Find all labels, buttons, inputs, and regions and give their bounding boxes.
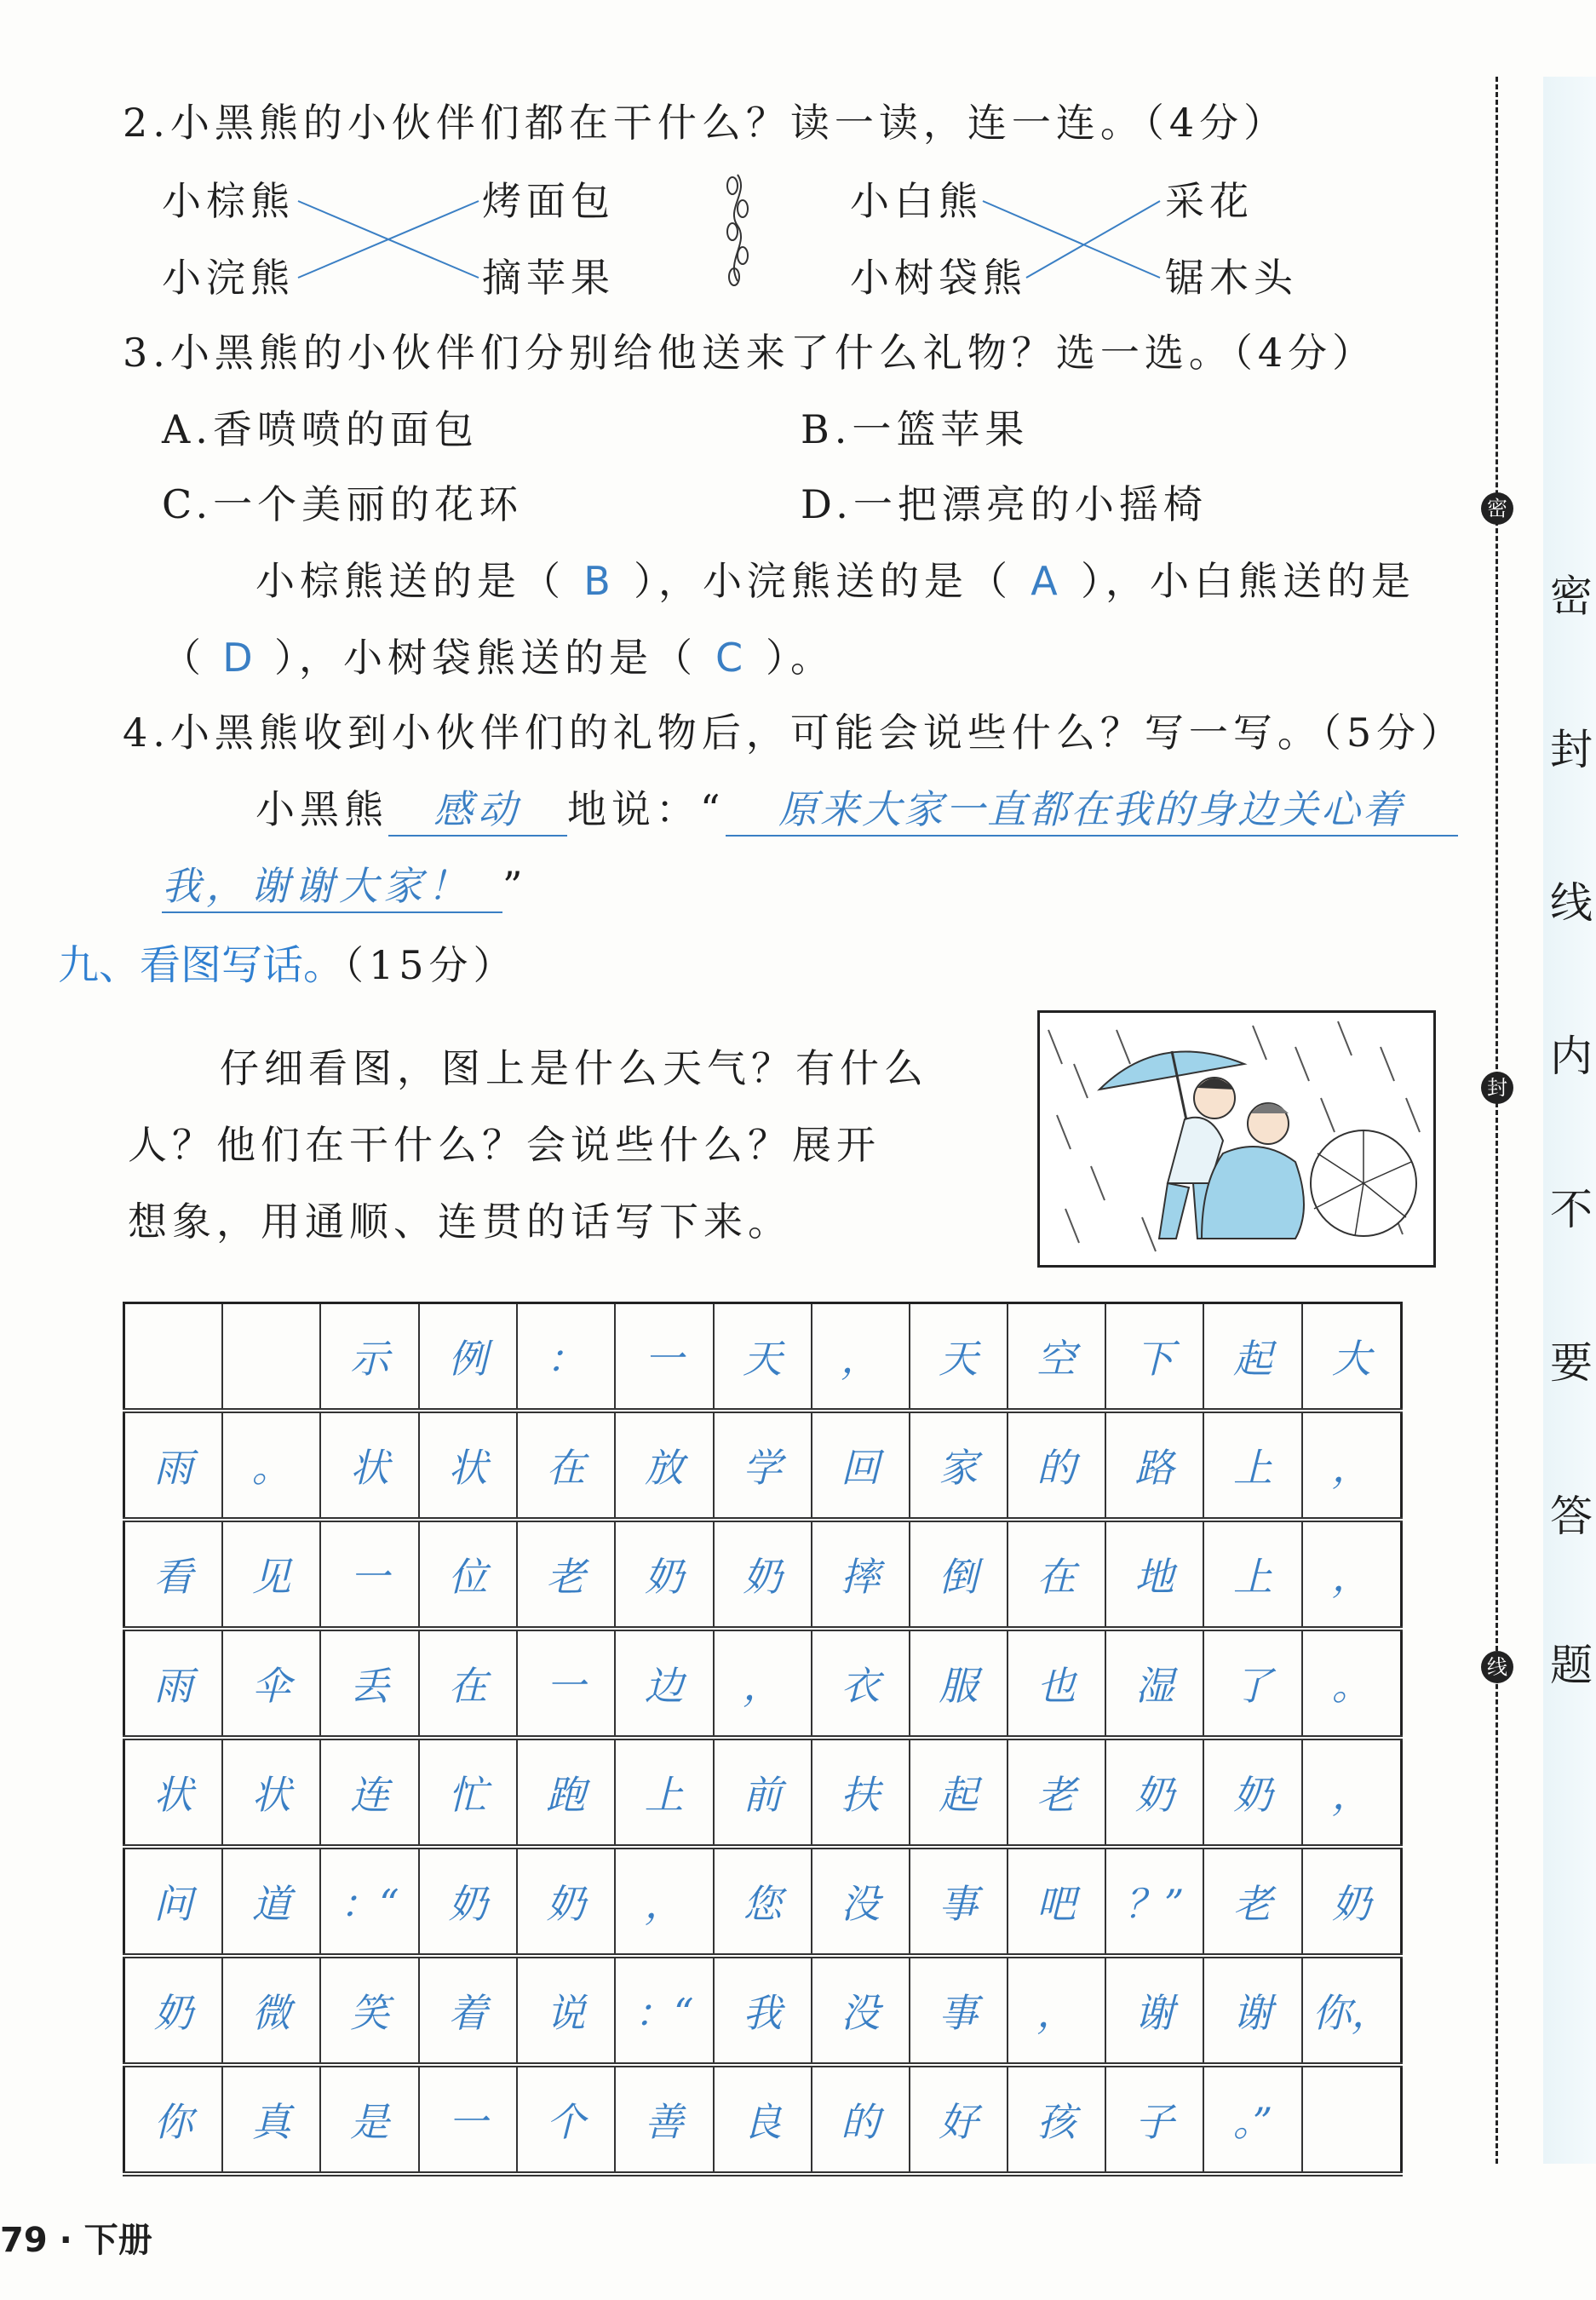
- grid-cell: 天: [910, 1303, 1008, 1412]
- option-a: A.香喷喷的面包: [162, 406, 479, 452]
- match-left-name-1: 小棕熊: [162, 178, 295, 224]
- question-3: 3.小黑熊的小伙伴们分别给他送来了什么礼物？选一选。（4分）: [123, 330, 1377, 376]
- sidebar-char: 不: [1550, 1185, 1593, 1234]
- grid-cell: 的: [812, 2065, 910, 2174]
- grid-row: [124, 1629, 1402, 1738]
- grid-cell: 的: [1008, 1411, 1105, 1520]
- q3-text: 小棕熊送的是（: [255, 558, 565, 604]
- grid-cell: 上: [615, 1738, 714, 1847]
- question-4: 4.小黑熊收到小伙伴们的礼物后，可能会说些什么？写一写。（5分）: [123, 710, 1466, 756]
- q3-text: ），小白熊送的是: [1081, 558, 1415, 604]
- grid-cell: ，: [1302, 1738, 1402, 1847]
- grid-cell: 您: [714, 1847, 812, 1956]
- grid-cell: 在: [517, 1411, 615, 1520]
- grid-cell: 你，: [1302, 1956, 1402, 2065]
- grid-cell: 一: [320, 1520, 419, 1629]
- grid-cell: 老: [1008, 1738, 1105, 1847]
- grid-cell: 。: [1302, 1629, 1402, 1738]
- grid-cell: ，: [714, 1629, 812, 1738]
- grid-cell: 老: [1203, 1847, 1301, 1956]
- answer-1: B: [583, 558, 616, 604]
- match-line: [983, 201, 1160, 278]
- grid-cell: 状: [419, 1411, 517, 1520]
- answer-3: D: [222, 635, 258, 681]
- question-2: 2.小黑熊的小伙伴们都在干什么？读一读，连一连。（4分）: [123, 100, 1289, 146]
- grid-row: [124, 1956, 1402, 2065]
- q3-line-2: [162, 627, 835, 683]
- grid-cell: 伞: [222, 1629, 320, 1738]
- grid-cell: 连: [320, 1738, 419, 1847]
- sidebar-char: 内: [1550, 1032, 1593, 1081]
- grid-cell: ：: [517, 1303, 615, 1412]
- grid-cell: 问: [124, 1847, 223, 1956]
- grid-cell: 放: [615, 1411, 714, 1520]
- seal-mark: 封: [1481, 1072, 1513, 1104]
- q4-text: ”: [502, 863, 528, 909]
- option-b: B.一篮苹果: [801, 406, 1030, 452]
- grid-row: [124, 1520, 1402, 1629]
- grid-cell: 是: [320, 2065, 419, 2174]
- grid-cell: ：“: [615, 1956, 714, 2065]
- grid-cell: 跑: [517, 1738, 615, 1847]
- grid-cell: 善: [615, 2065, 714, 2174]
- grid-cell: 学: [714, 1411, 812, 1520]
- grid-cell: ？”: [1105, 1847, 1204, 1956]
- grid-cell: 奶: [1203, 1738, 1301, 1847]
- grid-cell: ，: [615, 1847, 714, 1956]
- binding-strip: [1543, 77, 1596, 2164]
- grid-cell: 个: [517, 2065, 615, 2174]
- grid-cell: 吧: [1008, 1847, 1105, 1956]
- grid-cell: 奶: [714, 1520, 812, 1629]
- grid-cell: 。: [222, 1411, 320, 1520]
- sidebar-char: 封: [1550, 725, 1593, 774]
- q4-line-1: [255, 779, 1458, 837]
- grid-cell: 子: [1105, 2065, 1204, 2174]
- grid-cell: 笑: [320, 1956, 419, 2065]
- grid-cell: 扶: [812, 1738, 910, 1847]
- answer-blank-1: 感动: [388, 779, 567, 837]
- grid-cell: 起: [1203, 1303, 1301, 1412]
- sidebar-char: 线: [1550, 878, 1593, 928]
- grid-cell: 好: [910, 2065, 1008, 2174]
- sidebar-char: 密: [1550, 572, 1593, 621]
- grid-cell: 在: [1008, 1520, 1105, 1629]
- grid-cell: 空: [1008, 1303, 1105, 1412]
- answer-blank-3: 我，谢谢大家！: [162, 855, 502, 913]
- q4-text: 小黑熊: [255, 786, 388, 832]
- prompt-line-2: 人？他们在干什么？会说些什么？展开: [128, 1122, 881, 1168]
- q3-text: （: [162, 635, 206, 681]
- option-d: D.一把漂亮的小摇椅: [801, 481, 1208, 527]
- grid-cell: 没: [812, 1847, 910, 1956]
- answer-blank-2: 原来大家一直都在我的身边关心着: [726, 779, 1458, 837]
- grid-cell: 状: [222, 1738, 320, 1847]
- seal-mark: 密: [1481, 492, 1513, 525]
- answer-2: A: [1031, 558, 1063, 604]
- grid-cell: 也: [1008, 1629, 1105, 1738]
- grid-cell: 状: [320, 1411, 419, 1520]
- grid-cell: 道: [222, 1847, 320, 1956]
- grid-row: [124, 1847, 1402, 1956]
- grid-cell: 奶: [419, 1847, 517, 1956]
- grid-cell: 奶: [1302, 1847, 1402, 1956]
- grid-row: [124, 1738, 1402, 1847]
- grid-cell: 孩: [1008, 2065, 1105, 2174]
- grid-cell: 见: [222, 1520, 320, 1629]
- grid-cell: 一: [517, 1629, 615, 1738]
- grid-cell: ：“: [320, 1847, 419, 1956]
- grid-cell: 在: [419, 1629, 517, 1738]
- grid-cell: 看: [124, 1520, 223, 1629]
- grid-cell: 位: [419, 1520, 517, 1629]
- match-left-act-1: 烤面包: [482, 178, 615, 224]
- option-c: C.一个美丽的花环: [162, 481, 524, 527]
- section-title: 九、看图写话。: [58, 941, 345, 989]
- grid-cell: 你: [124, 2065, 223, 2174]
- rain-scene-illustration: [1040, 1013, 1433, 1265]
- grid-cell: 微: [222, 1956, 320, 2065]
- grid-cell: [222, 1303, 320, 1412]
- grid-cell: 起: [910, 1738, 1008, 1847]
- grid-cell: 状: [124, 1738, 223, 1847]
- grid-cell: 事: [910, 1956, 1008, 2065]
- prompt-line-1: 仔细看图，图上是什么天气？有什么: [220, 1045, 928, 1091]
- illustration: [1037, 1010, 1436, 1268]
- match-line: [1026, 201, 1160, 278]
- grid-cell: 我: [714, 1956, 812, 2065]
- grid-cell: 真: [222, 2065, 320, 2174]
- match-right-name-2: 小树袋熊: [850, 255, 1027, 301]
- match-left-act-2: 摘苹果: [482, 255, 615, 301]
- grid-row: [124, 1303, 1402, 1412]
- grid-cell: 回: [812, 1411, 910, 1520]
- q3-text: ）。: [766, 635, 835, 681]
- grid-cell: 谢: [1203, 1956, 1301, 2065]
- grid-cell: 奶: [517, 1847, 615, 1956]
- grid-cell: 没: [812, 1956, 910, 2065]
- match-right-name-1: 小白熊: [850, 178, 983, 224]
- grid-row: [124, 1411, 1402, 1520]
- grid-cell: 一: [615, 1303, 714, 1412]
- grid-cell: 一: [419, 2065, 517, 2174]
- grid-cell: 雨: [124, 1411, 223, 1520]
- grid-cell: 雨: [124, 1629, 223, 1738]
- grid-cell: 示: [320, 1303, 419, 1412]
- grid-cell: 衣: [812, 1629, 910, 1738]
- grid-cell: 前: [714, 1738, 812, 1847]
- grid-cell: [1302, 2065, 1402, 2174]
- grid-cell: 说: [517, 1956, 615, 2065]
- match-right-act-1: 采花: [1165, 178, 1254, 224]
- page-footer: 79 · 下册: [0, 2221, 152, 2260]
- grid-cell: 奶: [615, 1520, 714, 1629]
- match-right-act-2: 锯木头: [1165, 255, 1298, 301]
- grid-cell: 边: [615, 1629, 714, 1738]
- writing-grid: [123, 1302, 1403, 2176]
- grid-cell: 倒: [910, 1520, 1008, 1629]
- grid-cell: 大: [1302, 1303, 1402, 1412]
- sidebar-char: 要: [1550, 1338, 1593, 1388]
- grid-cell: 事: [910, 1847, 1008, 1956]
- grid-cell: 服: [910, 1629, 1008, 1738]
- q3-text: ），小树袋熊送的是（: [274, 635, 698, 681]
- grid-cell: ，: [1302, 1411, 1402, 1520]
- grid-cell: 丢: [320, 1629, 419, 1738]
- grid-cell: 家: [910, 1411, 1008, 1520]
- answer-4: C: [715, 635, 749, 681]
- match-lines: [0, 0, 1596, 341]
- q4-line-2: [162, 855, 528, 913]
- q4-text: 地说：“: [567, 786, 726, 832]
- sidebar-char: 答: [1550, 1492, 1593, 1541]
- grid-cell: 良: [714, 2065, 812, 2174]
- grid-cell: 上: [1203, 1520, 1301, 1629]
- grid-cell: 谢: [1105, 1956, 1204, 2065]
- grid-cell: 了: [1203, 1629, 1301, 1738]
- sidebar-char: 题: [1550, 1641, 1593, 1690]
- section-score: （15分）: [344, 942, 518, 988]
- vine-divider: [727, 175, 748, 285]
- grid-cell: 上: [1203, 1411, 1301, 1520]
- grid-cell: ，: [812, 1303, 910, 1412]
- q3-text: ），小浣熊送的是（: [634, 558, 1013, 604]
- grid-cell: 湿: [1105, 1629, 1204, 1738]
- grid-cell: 老: [517, 1520, 615, 1629]
- seal-dashed-line: [1496, 77, 1498, 2164]
- seal-mark: 线: [1481, 1651, 1513, 1683]
- grid-cell: 地: [1105, 1520, 1204, 1629]
- grid-cell: ，: [1302, 1520, 1402, 1629]
- grid-row: [124, 2065, 1402, 2174]
- grid-cell: 。”: [1203, 2065, 1301, 2174]
- grid-cell: 摔: [812, 1520, 910, 1629]
- q3-line-1: [255, 550, 1415, 607]
- prompt-line-3: 想象，用通顺、连贯的话写下来。: [128, 1199, 792, 1245]
- grid-cell: [124, 1303, 223, 1412]
- grid-cell: 路: [1105, 1411, 1204, 1520]
- grid-cell: 天: [714, 1303, 812, 1412]
- grid-cell: 例: [419, 1303, 517, 1412]
- grid-cell: ，: [1008, 1956, 1105, 2065]
- grid-cell: 奶: [124, 1956, 223, 2065]
- grid-cell: 着: [419, 1956, 517, 2065]
- grid-cell: 下: [1105, 1303, 1204, 1412]
- grid-cell: 忙: [419, 1738, 517, 1847]
- section-9-heading: [58, 932, 518, 991]
- grid-cell: 奶: [1105, 1738, 1204, 1847]
- match-left-name-2: 小浣熊: [162, 255, 295, 301]
